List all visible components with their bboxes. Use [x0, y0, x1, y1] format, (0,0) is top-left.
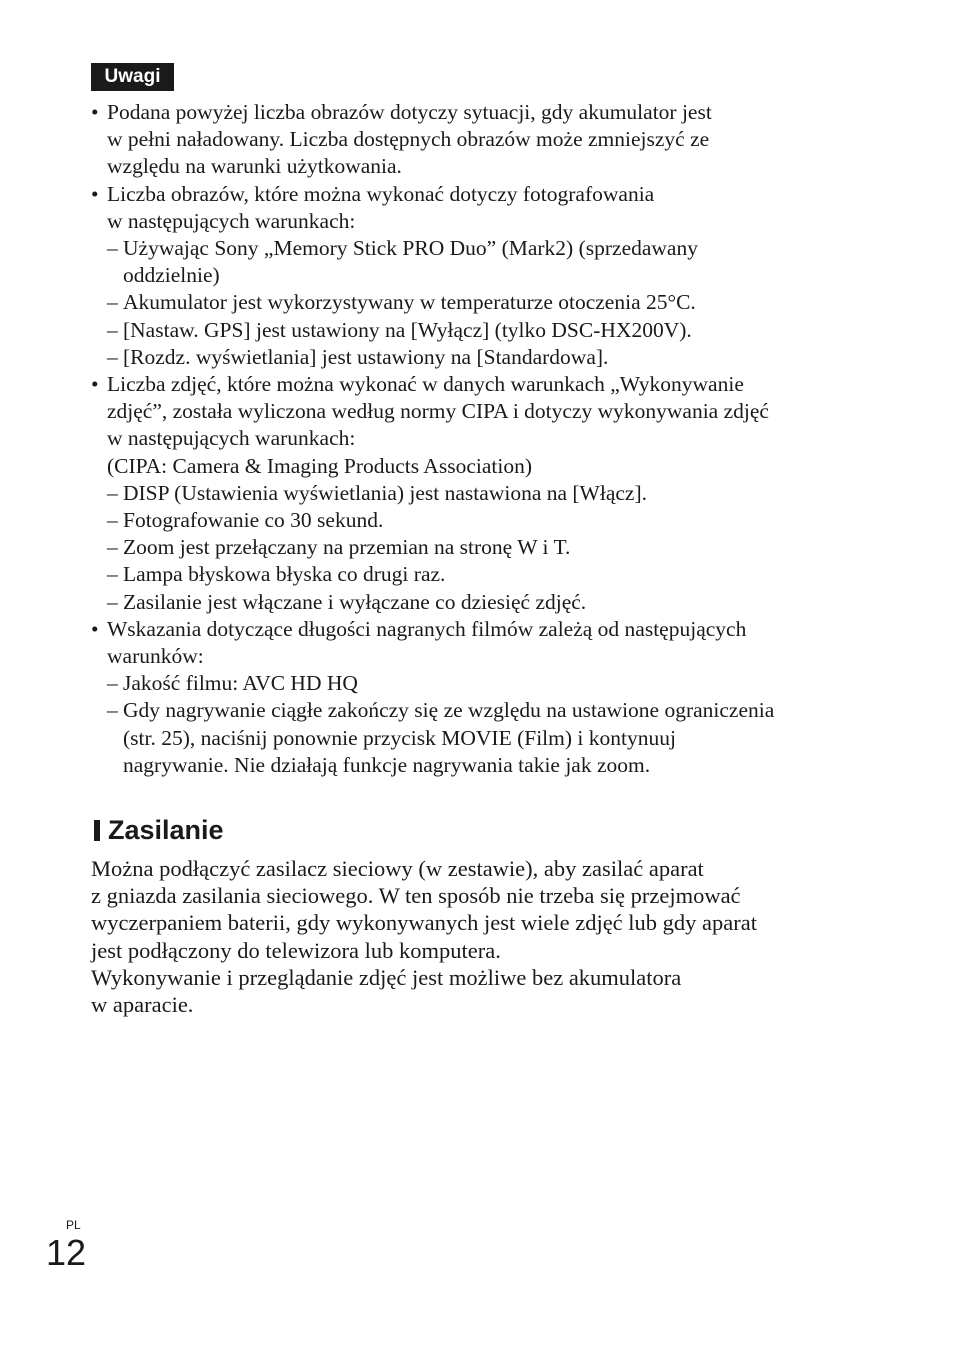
note-subitem: [91, 507, 851, 534]
note-subitem-line: – Zasilanie jest włączane i wyłączane co dziesięć zdjęć.: [123, 589, 587, 614]
body-line: jest podłączony do telewizora lub komputera.: [91, 937, 501, 963]
note-line: zdjęć”, została wyliczona według normy CIPA i dotyczy wykonywania zdjęć: [107, 399, 769, 424]
note-subitem: [91, 317, 851, 344]
body-line: Można podłączyć zasilacz sieciowy (w zestawie), aby zasilać aparat: [91, 856, 704, 881]
note-subitem: [91, 289, 851, 316]
note-line: • Liczba obrazów, które można wykonać dotyczy fotografowania: [107, 181, 655, 206]
note-line: w następujących warunkach:: [107, 208, 356, 233]
body-line: wyczerpaniem baterii, gdy wykonywanych jest wiele zdjęć lub gdy aparat: [91, 910, 758, 936]
section-heading: [91, 812, 224, 848]
body-line: z gniazda zasilania sieciowego. W ten sposób nie trzeba się przejmować: [91, 883, 741, 909]
note-subitem-line: – Używając Sony „Memory Stick PRO Duo” (Mark2) (sprzedawany: [123, 236, 698, 261]
note-line: w pełni naładowany. Liczba dostępnych obrazów może zmniejszyć ze: [107, 127, 710, 152]
note-subitem-line: – Lampa błyskowa błyska co drugi raz.: [123, 562, 446, 587]
note-subitem: [91, 235, 851, 289]
note-item: [91, 616, 851, 779]
note-line: • Liczba zdjęć, które można wykonać w danych warunkach „Wykonywanie: [107, 372, 744, 397]
notes-label: Uwagi: [91, 63, 174, 91]
note-line: względu na warunki użytkowania.: [107, 154, 402, 179]
notes-list: [91, 99, 851, 779]
language-code: PL: [66, 1218, 81, 1232]
note-line: (CIPA: Camera & Imaging Products Association): [107, 453, 532, 478]
note-subitem: [91, 589, 851, 616]
note-subitem: [91, 697, 851, 779]
note-line: warunków:: [107, 644, 204, 669]
section-body: [91, 855, 851, 1018]
note-item: [91, 371, 851, 616]
section-marker-icon: [91, 820, 100, 841]
note-line: • Wskazania dotyczące długości nagranych filmów zależą od następujących: [107, 616, 747, 641]
page-number: 12: [46, 1232, 87, 1273]
note-line: w następujących warunkach:: [107, 426, 356, 451]
note-subitem: [91, 344, 851, 371]
note-subitem-line: – [Rozdz. wyświetlania] jest ustawiony na [Standardowa].: [123, 344, 609, 369]
note-subitem-line: (str. 25), naciśnij ponownie przycisk MOVIE (Film) i kontynuuj: [123, 725, 676, 750]
note-line: • Podana powyżej liczba obrazów dotyczy sytuacji, gdy akumulator jest: [107, 100, 712, 124]
body-line: w aparacie.: [91, 992, 194, 1018]
note-subitem-line: – Gdy nagrywanie ciągłe zakończy się ze względu na ustawione ograniczenia: [123, 698, 775, 723]
note-subitem-line: – Zoom jest przełączany na przemian na stronę W i T.: [123, 535, 571, 560]
note-item: [91, 181, 851, 371]
note-subitem: [91, 670, 851, 697]
note-subitem-line: – Jakość filmu: AVC HD HQ: [123, 671, 358, 696]
note-subitem: [91, 561, 851, 588]
note-subitem: [91, 534, 851, 561]
note-subitem-line: – DISP (Ustawienia wyświetlania) jest nastawiona na [Włącz].: [123, 480, 647, 505]
section-title: Zasilanie: [108, 815, 224, 845]
note-subitem-line: – [Nastaw. GPS] jest ustawiony na [Wyłącz] (tylko DSC-HX200V).: [123, 317, 692, 342]
body-line: Wykonywanie i przeglądanie zdjęć jest możliwe bez akumulatora: [91, 964, 682, 990]
note-subitem-line: nagrywanie. Nie działają funkcje nagrywania takie jak zoom.: [123, 752, 651, 777]
note-subitem: [91, 480, 851, 507]
note-subitem-line: oddzielnie): [123, 263, 220, 288]
note-subitem-line: – Akumulator jest wykorzystywany w temperaturze otoczenia 25°C.: [123, 290, 696, 315]
note-subitem-line: – Fotografowanie co 30 sekund.: [123, 508, 384, 533]
note-item: [91, 99, 851, 181]
